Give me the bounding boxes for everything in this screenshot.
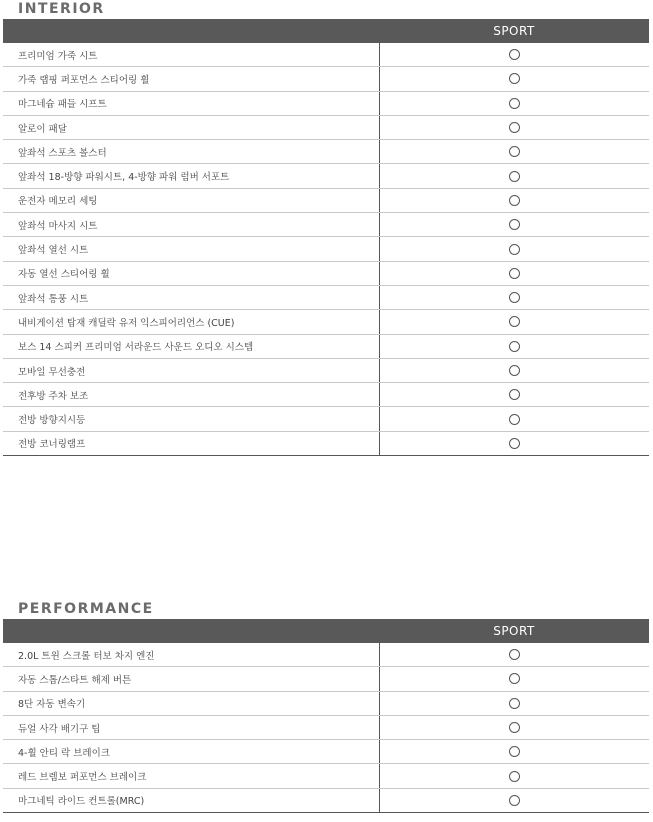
sport-availability-cell: [379, 115, 649, 139]
interior-table: [3, 19, 649, 456]
circle-icon: [509, 438, 520, 449]
interior-header-row: [3, 19, 649, 43]
table-row: [3, 140, 649, 164]
circle-icon: [509, 122, 520, 133]
table-row: [3, 383, 649, 407]
circle-icon: [509, 146, 520, 157]
table-row: [3, 667, 649, 691]
feature-label: 듀얼 사각 배기구 팁: [3, 715, 379, 739]
table-row: [3, 788, 649, 812]
sport-availability-cell: [379, 188, 649, 212]
feature-label: 앞좌석 18-방향 파워시트, 4-방향 파워 럼버 서포트: [3, 164, 379, 188]
feature-label: 전방 코너링램프: [3, 431, 379, 455]
sport-availability-cell: [379, 164, 649, 188]
circle-icon: [509, 673, 520, 684]
interior-table-body: [3, 43, 649, 456]
sport-availability-cell: [379, 715, 649, 739]
circle-icon: [509, 316, 520, 327]
sport-availability-cell: [379, 261, 649, 285]
sport-availability-cell: [379, 383, 649, 407]
sport-availability-cell: [379, 764, 649, 788]
table-row: [3, 213, 649, 237]
performance-section: [3, 599, 649, 813]
circle-icon: [509, 414, 520, 425]
feature-label: 운전자 메모리 세팅: [3, 188, 379, 212]
table-row: [3, 358, 649, 382]
table-row: [3, 285, 649, 309]
table-row: [3, 643, 649, 667]
feature-label: 앞좌석 열선 시트: [3, 237, 379, 261]
circle-icon: [509, 73, 520, 84]
performance-sport-header: SPORT: [379, 619, 649, 643]
feature-label: 레드 브렘보 퍼포먼스 브레이크: [3, 764, 379, 788]
circle-icon: [509, 49, 520, 60]
feature-label: 앞좌석 통풍 시트: [3, 285, 379, 309]
feature-label: 마그네슘 패들 시프트: [3, 91, 379, 115]
feature-label: 알로이 패달: [3, 115, 379, 139]
circle-icon: [509, 98, 520, 109]
circle-icon: [509, 195, 520, 206]
circle-icon: [509, 171, 520, 182]
sport-availability-cell: [379, 407, 649, 431]
table-row: [3, 261, 649, 285]
sport-availability-cell: [379, 237, 649, 261]
table-row: [3, 715, 649, 739]
feature-label: 가죽 랩핑 퍼포먼스 스티어링 휠: [3, 67, 379, 91]
feature-label: 프리미엄 가죽 시트: [3, 43, 379, 67]
table-row: [3, 740, 649, 764]
table-row: [3, 91, 649, 115]
circle-icon: [509, 219, 520, 230]
feature-label: 4-휠 안티 락 브레이크: [3, 740, 379, 764]
sport-availability-cell: [379, 431, 649, 455]
circle-icon: [509, 341, 520, 352]
feature-label: 2.0L 트윈 스크롤 터보 차지 엔진: [3, 643, 379, 667]
circle-icon: [509, 722, 520, 733]
circle-icon: [509, 292, 520, 303]
interior-title: INTERIOR: [18, 1, 105, 17]
circle-icon: [509, 268, 520, 279]
feature-label: 보스 14 스피커 프리미엄 서라운드 사운드 오디오 시스템: [3, 334, 379, 358]
feature-label: 자동 스톱/스타트 해제 버튼: [3, 667, 379, 691]
sport-availability-cell: [379, 67, 649, 91]
performance-feature-header: [3, 619, 379, 643]
sport-availability-cell: [379, 691, 649, 715]
feature-label: 내비게이션 탑재 캐딜락 유저 익스피어리언스 (CUE): [3, 310, 379, 334]
performance-table-body: [3, 643, 649, 813]
sport-availability-cell: [379, 788, 649, 812]
sport-availability-cell: [379, 667, 649, 691]
feature-label: 전후방 주차 보조: [3, 383, 379, 407]
circle-icon: [509, 746, 520, 757]
table-row: [3, 67, 649, 91]
sport-availability-cell: [379, 43, 649, 67]
circle-icon: [509, 365, 520, 376]
sport-availability-cell: [379, 310, 649, 334]
interior-section: [3, 0, 649, 456]
sport-availability-cell: [379, 643, 649, 667]
table-row: [3, 43, 649, 67]
table-row: [3, 431, 649, 455]
table-row: [3, 164, 649, 188]
table-row: [3, 115, 649, 139]
circle-icon: [509, 698, 520, 709]
feature-label: 앞좌석 마사지 시트: [3, 213, 379, 237]
feature-label: 모바일 무선충전: [3, 358, 379, 382]
sport-availability-cell: [379, 358, 649, 382]
circle-icon: [509, 771, 520, 782]
table-row: [3, 310, 649, 334]
table-row: [3, 334, 649, 358]
interior-feature-header: [3, 19, 379, 43]
sport-availability-cell: [379, 91, 649, 115]
table-row: [3, 764, 649, 788]
table-row: [3, 237, 649, 261]
sport-availability-cell: [379, 140, 649, 164]
sport-availability-cell: [379, 334, 649, 358]
feature-label: 앞좌석 스포츠 볼스터: [3, 140, 379, 164]
circle-icon: [509, 244, 520, 255]
sport-availability-cell: [379, 740, 649, 764]
feature-label: 자동 열선 스티어링 휠: [3, 261, 379, 285]
circle-icon: [509, 389, 520, 400]
circle-icon: [509, 649, 520, 660]
performance-table: [3, 619, 649, 813]
table-row: [3, 691, 649, 715]
performance-title: PERFORMANCE: [18, 601, 154, 617]
circle-icon: [509, 795, 520, 806]
feature-label: 8단 자동 변속기: [3, 691, 379, 715]
feature-label: 마그네틱 라이드 컨트롤(MRC): [3, 788, 379, 812]
sport-availability-cell: [379, 285, 649, 309]
table-row: [3, 407, 649, 431]
table-row: [3, 188, 649, 212]
performance-header-row: [3, 619, 649, 643]
interior-sport-header: SPORT: [379, 19, 649, 43]
sport-availability-cell: [379, 213, 649, 237]
feature-label: 전방 방향지시등: [3, 407, 379, 431]
